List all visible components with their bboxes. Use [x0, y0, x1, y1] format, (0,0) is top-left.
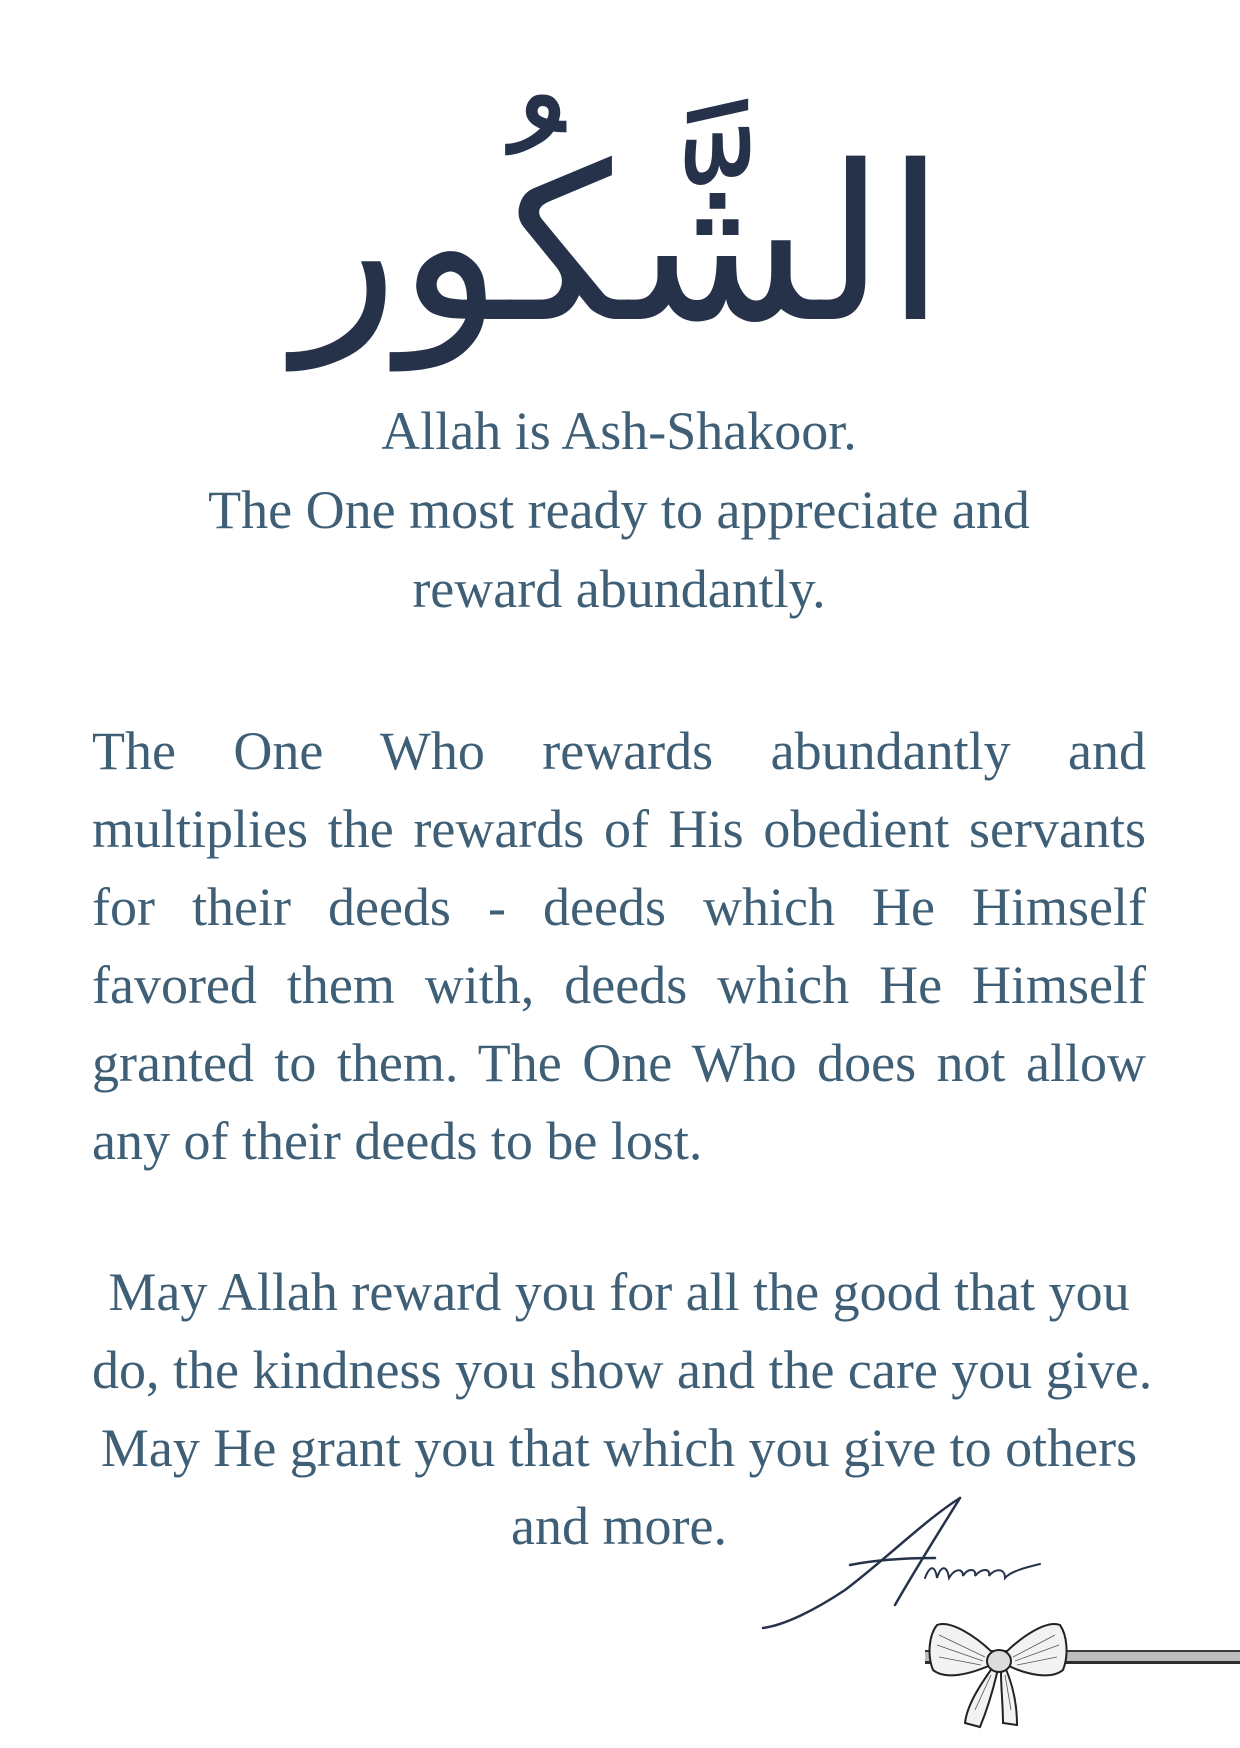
intro-block	[92, 392, 1146, 629]
description-line: The One Who rewards abundantly and	[92, 721, 1146, 781]
description-line: favored them with, deeds which He Himself	[92, 955, 1146, 1015]
description-line: granted to them. The One Who does not allow	[92, 1033, 1146, 1093]
description-line: any of their deeds to be lost.	[92, 1111, 703, 1171]
intro-line: The One most ready to appreciate and	[208, 480, 1030, 540]
ameen-signature	[755, 1490, 1055, 1630]
intro-line: Allah is Ash-Shakoor.	[381, 401, 857, 461]
prayer-line: and more.	[511, 1496, 727, 1556]
intro-line: reward abundantly.	[412, 559, 826, 619]
arabic-title: الشَّكُور	[294, 119, 946, 370]
prayer-line: May Allah reward you for all the good that you	[108, 1262, 1130, 1322]
description-line: for their deeds - deeds which He Himself	[92, 877, 1146, 937]
description-line: multiplies the rewards of His obedient servants	[92, 799, 1146, 859]
prayer-line: May He grant you that which you give to others	[100, 1418, 1138, 1478]
bow-icon	[925, 1615, 1070, 1730]
prayer-line: do, the kindness you show and the care you give.	[92, 1340, 1153, 1400]
description-paragraph	[92, 712, 1146, 1180]
